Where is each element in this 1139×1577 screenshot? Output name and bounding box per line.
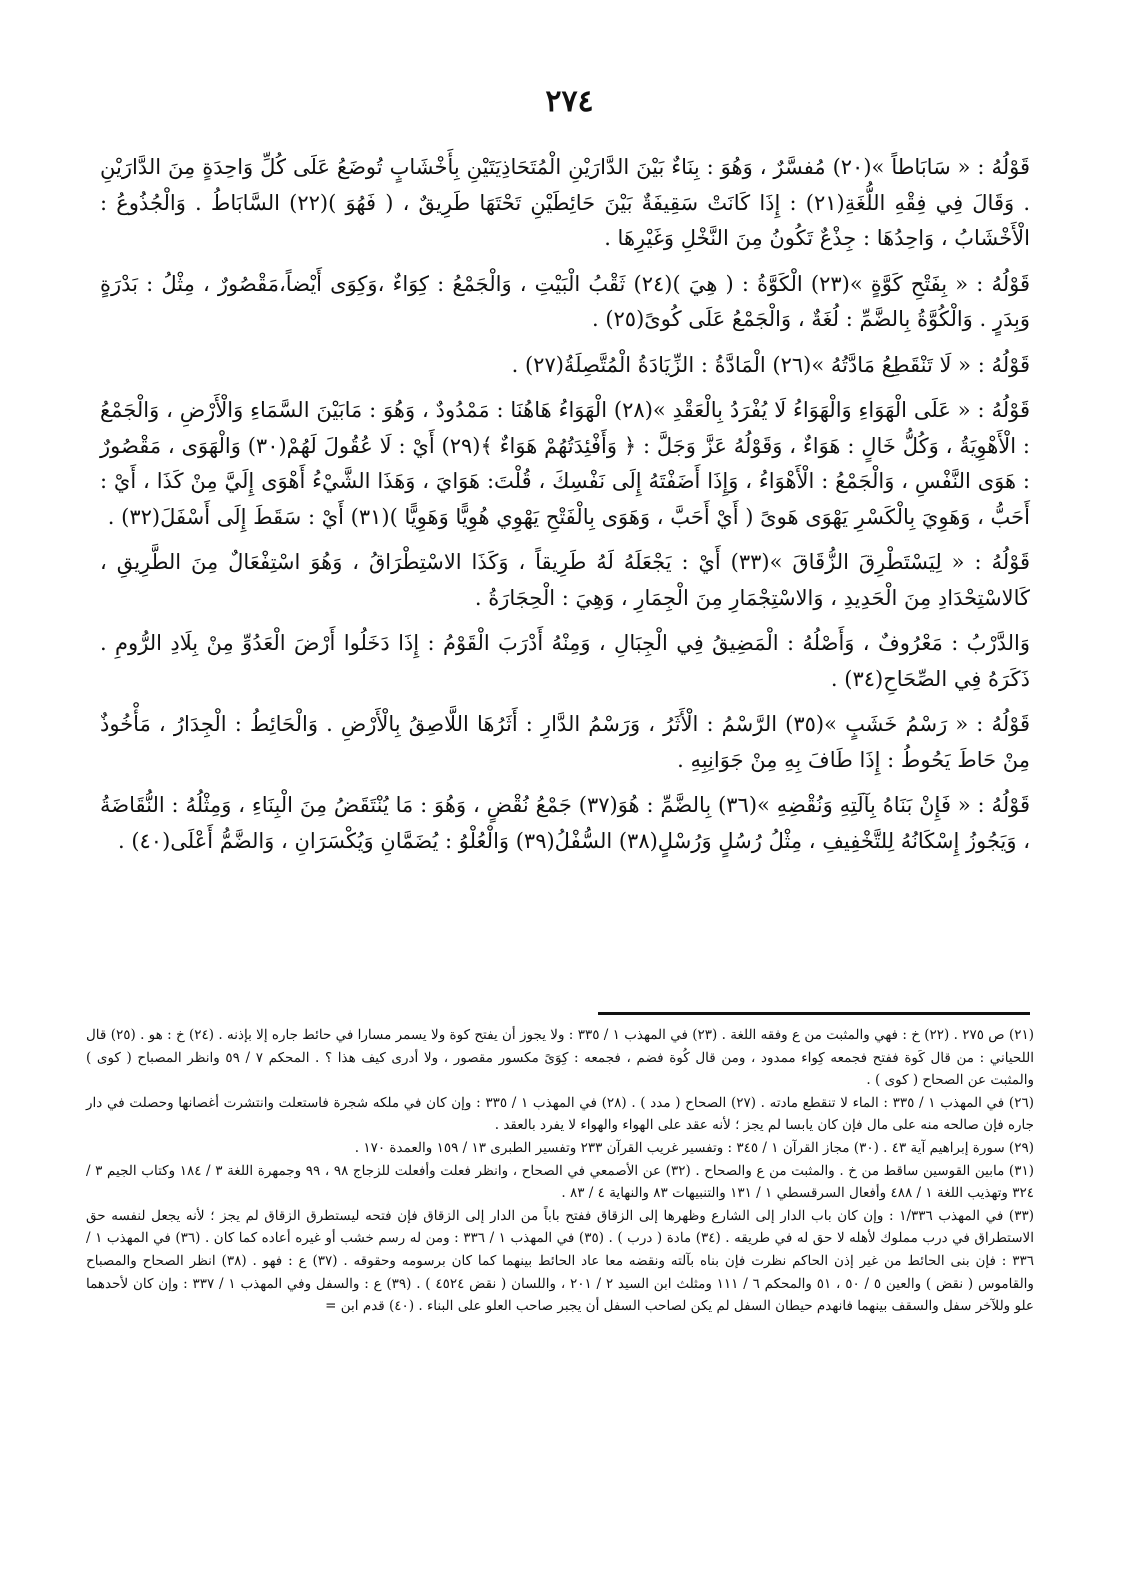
main-text [100,150,1030,859]
paragraph-rasm: قَوْلُهُ : « رَسْمُ خَشَبٍ »(٣٥) الرَّسْمُ : الْأَثَرُ ، وَرَسْمُ الدَّارِ : أَثَرُهَا اللَّاصِقُ بِالْأَرْضِ . وَالْحَائِطُ : الْجِدَارُ ، مَأْخُوذٌ مِنْ حَاطَ يَحُوطُ : إِذَا طَافَ بِهِ مِنْ جَوَانِبِهِ . [100,712,1030,772]
page-number: ٢٧٤ [545,84,594,119]
footnote-block: (٢٩) سورة إبراهيم آية ٤٣ . (٣٠) مجاز القرآن ١ / ٣٤٥ : وتفسير غريب القرآن ٢٣٣ وتفسير الطبرى ١٣ / ١٥٩ والعمدة ١٧٠ . [354,1139,1034,1156]
paragraph-darb: وَالدَّرْبُ : مَعْرُوفٌ ، وَأَصْلُهُ : الْمَضِيقُ فِي الْجِبَالِ ، وَمِنْهُ أَدْرَبَ الْقَوْمُ : إِذَا دَخَلُوا أَرْضَ الْعَدُوِّ مِنْ بِلَادِ الرُّومِ . ذَكَرَهُ فِي الصِّحَاحِ(٣٤) . [100,631,1030,691]
footnote-divider [598,1012,1030,1015]
footnote-block: (٢١) ص ٢٧٥ . (٢٢) خ : فهي والمثبت من ع وفقه اللغة . (٢٣) في المهذب ١ / ٣٣٥ : ولا يجوز أن يفتح كوة ولا يسمر مسارا في حائط جاره إلا بإذنه . (٢٤) خ : هو . (٢٥) قال اللحياني : من قال كَوة ففتح فجمعه كِواء ممدود ، ومن قال كُوة فضم ، فجمعه : كِوَىً مكسور مقصور ، ولا أدرى كيف هذا ؟ . المحكم ٧ / ٥٩ وانظر المصباح ( كوى ) والمثبت عن الصحاح ( كوى ) . [86,1027,1035,1089]
footnote-block: (٣١) مابين القوسين ساقط من خ . والمثبت من ع والصحاح . (٣٢) عن الأصمعي في الصحاح ، وانظر فعلت وأفعلت للزجاج ٩٨ ، ٩٩ وجمهرة اللغة ٣ / ١٨٤ وكتاب الجيم ٣ / ٣٢٤ وتهذيب اللغة ١ / ٤٨٨ وأفعال السرقسطي ١ / ١٣١ والتنبيهات ٨٣ والنهاية ٤ / ٨٣ . [86,1162,1034,1202]
paragraph-zuqaq: قَوْلُهُ : « لِيَسْتَطْرِقَ الزُّقَاقَ »(٣٣) أَيْ : يَجْعَلَهُ لَهُ طَرِيقاً ، وَكَذَا الاسْتِطْرَاقُ ، وَهُوَ اسْتِفْعَالٌ مِنَ الطَّرِيقِ ، كَالاسْتِحْدَادِ مِنَ الْحَدِيدِ ، وَالاسْتِجْمَارِ مِنَ الْجِمَارِ ، وَهِيَ : الْحِجَارَةُ . [100,550,1030,610]
footnotes [86,1024,1034,1318]
footnote-block: (٣٣) في المهذب ١/٣٣٦ : وإن كان باب الدار إلى الشارع وظهرها إلى الزقاق ففتح باباً من الدار إلى الزقاق فإن فتحه ليستطرق الزقاق لم يجز ؛ لأنه يجعل لنفسه حق الاستطراق في درب مملوك لأهله لا حق له في طريقه . (٣٤) مادة ( درب ) . (٣٥) في المهذب ١ / ٣٣٦ : ومن له رسم خشب أو غيره أعاده كما كان . (٣٦) في المهذب ١ / ٣٣٦ : فإن بنى الحائط من غير إذن الحاكم نظرت فإن بناه بآلته ونقضه معا عاد الحائط بينهما كما كان برسومه وحقوقه . (٣٧) ع : فهو . (٣٨) انظر الصحاح والمصباح والقاموس ( نقض ) والعين ٥ / ٥٠ ، ٥١ والمحكم ٦ / ١١١ ومثلث ابن السيد ٢ / ٢٠١ ، واللسان ( نقض ٤٥٢٤ ) . (٣٩) ع : والسفل وفي المهذب ١ / ٣٣٧ : وإن كان لأحدهما علو وللآخر سفل والسقف بينهما فانهدم حيطان السفل لم يكن لصاحب السفل أن يجبر صاحب العلو على البناء . (٤٠) قدم ابن = [86,1207,1034,1315]
paragraph-madda: قَوْلُهُ : « لَا تَنْقَطِعُ مَادَّتُهُ »(٢٦) الْمَادَّةُ : الزِّيَادَةُ الْمُتَّصِلَةُ(٢٧) . [511,352,1030,377]
paragraph-sabat: قَوْلُهُ : « سَابَاطاً »(٢٠) مُفسَّرٌ ، وَهُوَ : بِنَاءٌ بَيْنَ الدَّارَيْنِ الْمُتَحَاذِيَتَيْنِ بِأَخْشَابٍ تُوضَعُ عَلَى كُلِّ وَاحِدَةٍ مِنَ الدَّارَيْنِ . وَقَالَ فِي فِقْهِ اللُّغَةِ(٢١) : إِذَا كَانَتْ سَقِيفَةٌ بَيْنَ حَائِطَيْنِ تَحْتَهَا طَرِيقٌ ، ( فَهُوَ )(٢٢) السَّابَاطُ . وَالْجُذُوعُ : الْأَخْشَابُ ، وَاحِدُهَا : جِذْعٌ تَكُونُ مِنَ النَّخْلِ وَغَيْرِهَا . [100,155,1030,250]
paragraph-kawwa: قَوْلُهُ : « بِفَتْحِ كَوَّةٍ »(٢٣) الْكَوَّةُ : ( هِيَ )(٢٤) ثَقْبُ الْبَيْتِ ، وَالْجَمْعُ : كِوَاءٌ ،وَكِوَى أَيْضاً،مَقْصُورٌ ، مِثْلُ : بَدْرَةٍ وَبِدَرٍ . وَالْكُوَّةُ بِالضَّمِّ : لُغَةٌ ، وَالْجَمْعُ عَلَى كُوىً(٢٥) . [100,271,1030,331]
footnote-block: (٢٦) في المهذب ١ / ٣٣٥ : الماء لا تنقطع مادته . (٢٧) الصحاح ( مدد ) . (٢٨) في المهذب ١ / ٣٣٥ : وإن كان في ملكه شجرة فاستعلت وانتشرت أغصانها وحصلت في دار جاره فإن صالحه منه على مال فإن كان يابسا لم يجز ؛ لأنه عقد على الهواء والهواء لا يفرد بالعقد . [86,1094,1034,1134]
paragraph-hawa: قَوْلُهُ : « عَلَى الْهَوَاءِ وَالْهَوَاءُ لَا يُفْرَدُ بِالْعَقْدِ »(٢٨) الْهَوَاءُ هَاهُنَا : مَمْدُودٌ ، وَهُوَ : مَابَيْنَ السَّمَاءِ وَالْأَرْضِ ، وَالْجَمْعُ : الْأَهْوِيَةُ ، وَكُلُّ خَالٍ : هَوَاءٌ ، وَقَوْلُهُ عَزَّ وَجَلَّ : ﴿ وَأَفْئِدَتُهُمْ هَوَاءٌ ﴾(٢٩) أَيْ : لَا عُقُولَ لَهُمْ(٣٠) وَالْهَوَى ، مَقْصُورٌ : هَوَى النَّفْسِ ، وَالْجَمْعُ : الْأَهْوَاءُ ، وَإِذَا أَضَفْتَهُ إِلَى نَفْسِكَ ، قُلْتَ: هَوَايَ ، وَهَذَا الشَّيْءُ أَهْوَى إِلَيَّ مِنْ كَذَا ، أَيْ : أَحَبُّ ، وَهَوِيَ بِالْكَسْرِ يَهْوَى هَوىً ( أَيْ أَحَبَّ ، وَهَوَى بِالْفَتْحِ يَهْوِي هُوِيًّا وَهَوِيًّا )(٣١) أَيْ : سَقَطَ إِلَى أَسْفَلَ(٣٢) . [100,398,1031,529]
paragraph-naqd: قَوْلُهُ : « فَإِنْ بَنَاهُ بِآلَتِهِ وَنُقْضِهِ »(٣٦) بِالضَّمِّ : هُوَ(٣٧) جَمْعُ نُقْضٍ ، وَهُوَ : مَا يُنْتَقَضُ مِنَ الْبِنَاءِ ، وَمِثْلُهُ : النُّقَاضَةُ ، وَيَجُوزُ إِسْكَانُهُ لِلتَّخْفِيفِ ، مِثْلُ رُسُلٍ وَرُسْلٍ(٣٨) السُّفْلُ(٣٩) وَالْعُلْوُ : يُضَمَّانِ وَيُكْسَرَانِ ، وَالضَّمُّ أَعْلَى(٤٠) . [100,793,1030,853]
